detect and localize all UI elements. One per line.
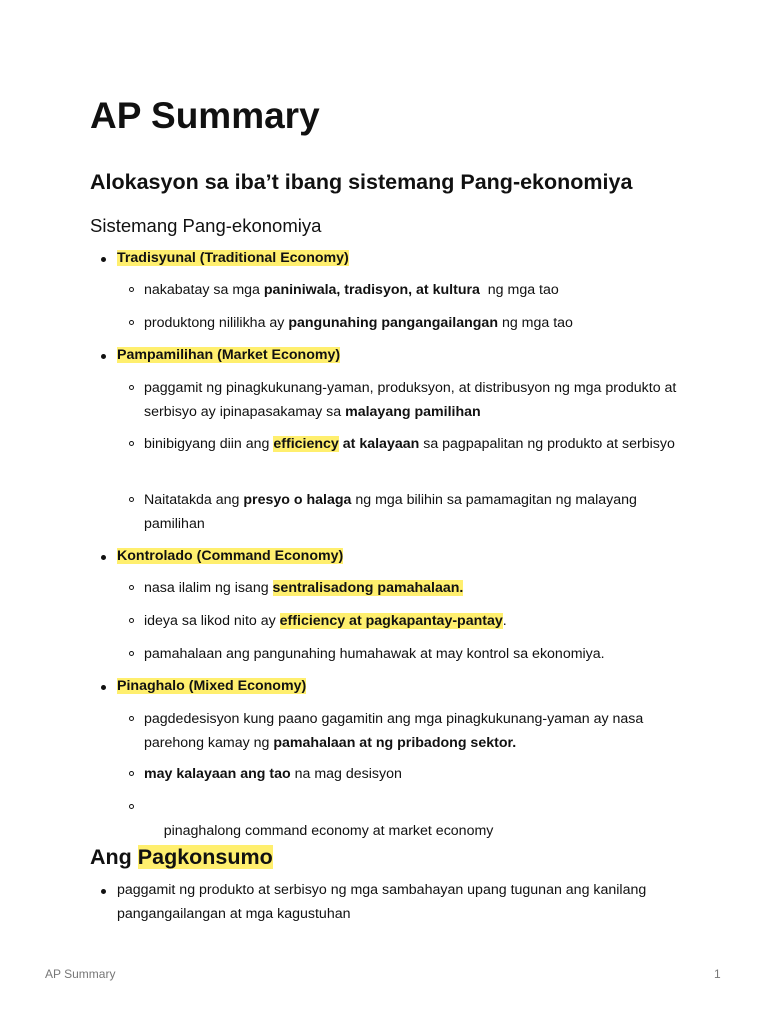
- list-subitem: ideya sa likod nito ay efficiency at pagkapantay-pantay.: [144, 610, 684, 634]
- list-subitem: binibigyang diin ang efficiency at kalayaan sa pagpapalitan ng produkto at serbisyo: [144, 433, 684, 457]
- list-item-traditional: Tradisyunal (Traditional Economy): [117, 247, 349, 271]
- list-item: paggamit ng produkto at serbisyo ng mga sambahayan upang tugunan ang kanilang pangangailangan at mga kagustuhan: [117, 879, 677, 926]
- list-subitem: paggamit ng pinagkukunang-yaman, produksyon, at distribusyon ng mga produkto at serbisyo ay ipinapasakamay sa malayang pamilihan: [144, 377, 684, 424]
- list-item-mixed: Pinaghalo (Mixed Economy): [117, 675, 306, 699]
- footer-title: AP Summary: [45, 967, 116, 981]
- list-subitem: nakabatay sa mga paniniwala, tradisyon, at kultura ng mga tao: [144, 279, 684, 303]
- list-item-command: Kontrolado (Command Economy): [117, 545, 343, 569]
- list-subitem: may kalayaan ang tao na mag desisyon: [144, 763, 684, 787]
- list-subitem: Naitatakda ang presyo o halaga ng mga bilihin sa pamamagitan ng malayang pamilihan: [144, 489, 684, 536]
- consumption-heading: Ang Pagkonsumo: [90, 845, 273, 869]
- list-subitem: produktong nililikha ay pangunahing pangangailangan ng mga tao: [144, 312, 684, 336]
- list-subitem: pinaghalong command economy at market economy: [144, 796, 684, 867]
- list-subitem: nasa ilalim ng isang sentralisadong pamahalaan.: [144, 577, 684, 601]
- list-subitem: pamahalaan ang pangunahing humahawak at may kontrol sa ekonomiya.: [144, 643, 684, 667]
- list-subitem: pagdedesisyon kung paano gagamitin ang mga pinagkukunang-yaman ay nasa parehong kamay ng pamahalaan at ng pribadong sektor.: [144, 708, 684, 755]
- page-title: AP Summary: [90, 95, 320, 136]
- page-number: 1: [714, 967, 721, 981]
- subsection-title: Sistemang Pang-ekonomiya: [90, 215, 322, 236]
- section-title: Alokasyon sa iba’t ibang sistemang Pang-ekonomiya: [90, 170, 633, 194]
- list-item-market: Pampamilihan (Market Economy): [117, 344, 340, 368]
